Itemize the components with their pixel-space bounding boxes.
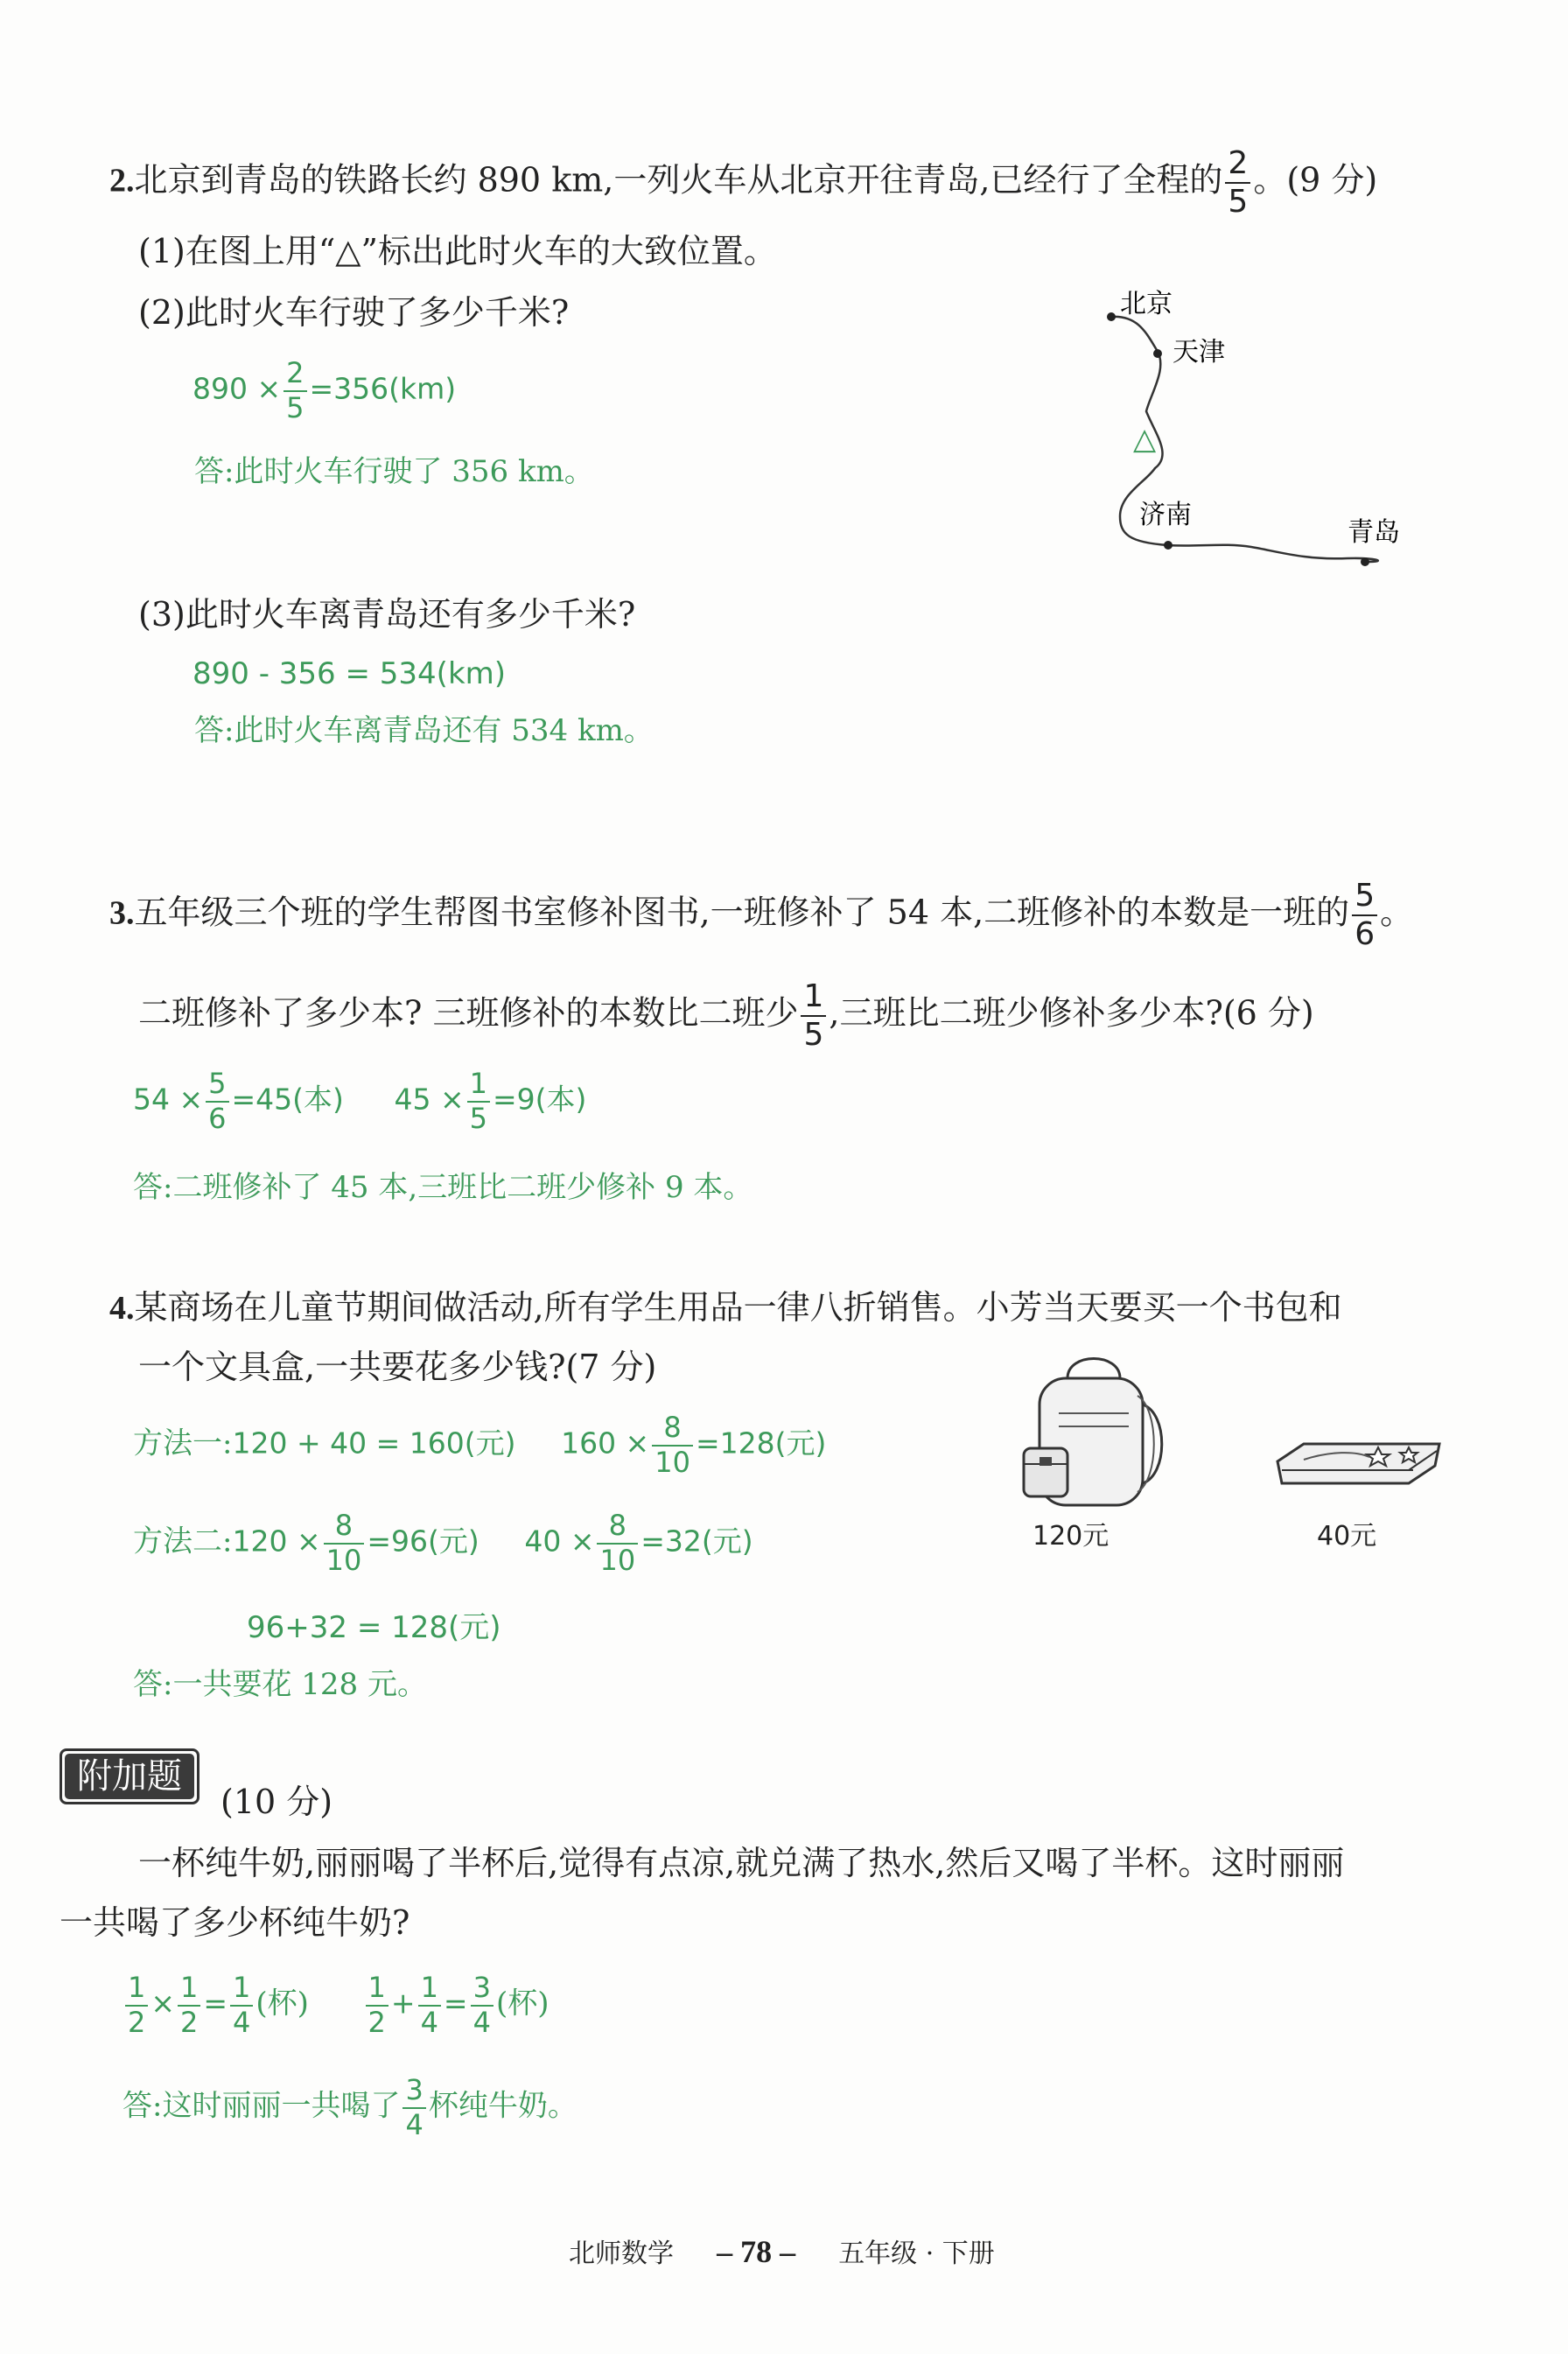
q2-part2: (2)此时火车行驶了多少千米? [138, 293, 570, 332]
q2-fraction: $\frac{2}{5}$ [1225, 147, 1250, 219]
q2-answer3: 答:此时火车离青岛还有 534 km。 [194, 713, 654, 748]
q2-part3: (3)此时火车离青岛还有多少千米? [138, 595, 636, 634]
q4-method2: 方法二:120 × $\frac{8}{10}$ =96(元) 40 × $\frac{8}{10}$ =32(元) [133, 1509, 753, 1577]
q2-stem: 2.北京到青岛的铁路长约 890 km,一列火车从北京开往青岛,已经行了全程的 $\frac{2}{5}$ 。(9 分) [109, 145, 1378, 220]
footer-grade: 五年级 · 下册 [838, 2238, 995, 2269]
railway-map [1085, 280, 1435, 578]
q3-line1: 3.五年级三个班的学生帮图书室修补图书,一班修补了 54 本,二班修补的本数是一班的 $\frac{5}{6}$ 。 [109, 878, 1414, 952]
bonus-title: 附加题 [65, 1754, 194, 1799]
bonus-points: (10 分) [220, 1783, 333, 1821]
train-position-marker: △ [1133, 422, 1157, 457]
q4-answer: 答:一共要花 128 元。 [133, 1667, 427, 1702]
map-label-qingdao: 青岛 [1348, 517, 1400, 548]
backpack-image [1006, 1343, 1181, 1518]
q3-calc: 54 × $\frac{5}{6}$ =45(本) 45 × $\frac{1}{5}$ =9(本) [133, 1067, 587, 1135]
page-number: – 78 – [717, 2234, 796, 2269]
q2-calc2: 890 × $\frac{2}{5}$ =356(km) [192, 356, 457, 424]
q4-line1: 4.某商场在儿童节期间做活动,所有学生用品一律八折销售。小芳当天要买一个书包和 [109, 1288, 1342, 1327]
q3-answer: 答:二班修补了 45 本,三班比二班少修补 9 本。 [133, 1170, 753, 1205]
q2-answer2: 答:此时火车行驶了 356 km。 [194, 454, 594, 489]
bonus-title-box [60, 1748, 200, 1804]
map-label-tianjin: 天津 [1172, 337, 1225, 368]
bonus-calc: $\frac{1}{2}$ × $\frac{1}{2}$ = $\frac{1}{4}$ (杯) $\frac{1}{2}$ + $\frac{1}{4}$ = $\frac{3}{4}$ (杯) [122, 1973, 549, 2037]
footer [569, 2231, 995, 2270]
q4-method1: 方法一:120 + 40 = 160(元) 160 × $\frac{8}{10}$ =128(元) [133, 1411, 827, 1479]
backpack-price: 120元 [1032, 1521, 1110, 1552]
bonus-line2: 一共喝了多少杯纯牛奶? [60, 1903, 410, 1942]
q2-calc3: 890 - 356 = 534(km) [192, 656, 507, 691]
bonus-answer: 答:这时丽丽一共喝了 $\frac{3}{4}$ 杯纯牛奶。 [122, 2073, 578, 2141]
pencil-box-price: 40元 [1317, 1521, 1377, 1552]
q4-line2: 一个文具盒,一共要花多少钱?(7 分) [138, 1348, 657, 1386]
footer-subject: 北师数学 [569, 2238, 674, 2269]
bonus-line1: 一杯纯牛奶,丽丽喝了半杯后,觉得有点凉,就兑满了热水,然后又喝了半杯。这时丽丽 [138, 1844, 1345, 1882]
pencil-box-image [1269, 1435, 1444, 1496]
map-label-beijing: 北京 [1120, 289, 1172, 319]
q4-method2-sum: 96+32 = 128(元) [247, 1610, 501, 1645]
q3-line2: 二班修补了多少本? 三班修补的本数比二班少 $\frac{1}{5}$ ,三班比二班少修补多少本?(6 分) [138, 978, 1314, 1053]
q2-part1: (1)在图上用“△”标出此时火车的大致位置。 [138, 232, 777, 270]
map-label-jinan: 济南 [1139, 500, 1192, 530]
